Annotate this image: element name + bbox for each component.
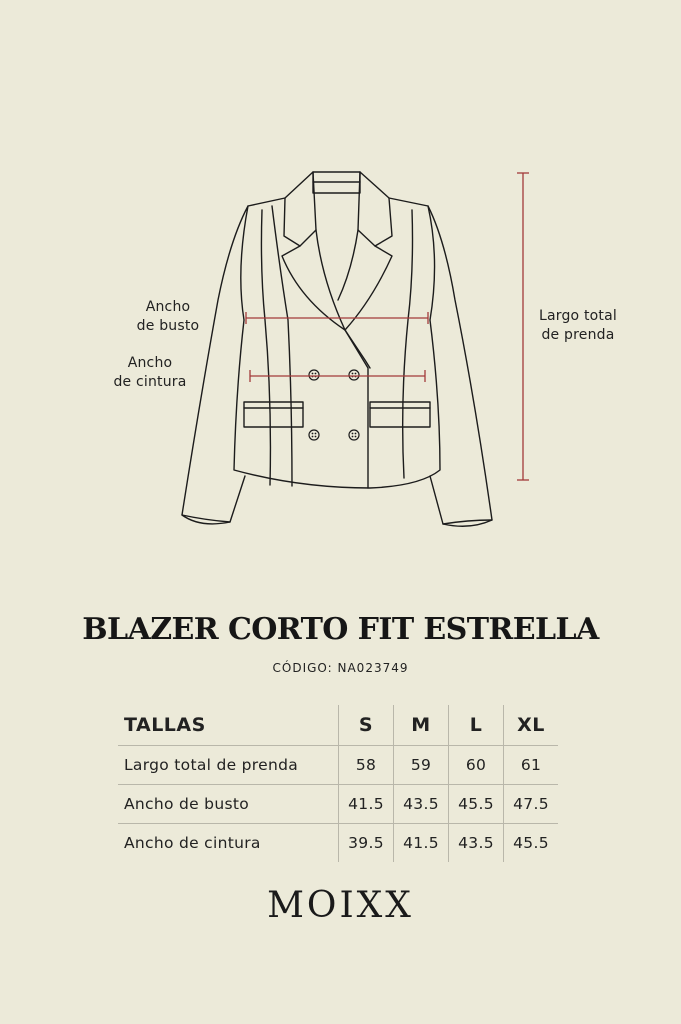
table-cell: 45.5 — [449, 785, 504, 824]
header-size-m: M — [394, 705, 449, 746]
bust-label: Ancho de busto — [136, 299, 200, 334]
table-row — [118, 746, 558, 785]
row-label: Largo total de prenda — [118, 746, 339, 785]
header-size-s: S — [339, 705, 394, 746]
table-cell: 41.5 — [394, 824, 449, 863]
table-cell: 39.5 — [339, 824, 394, 863]
table-row — [118, 785, 558, 824]
table-cell: 43.5 — [449, 824, 504, 863]
waist-measure-line — [250, 370, 425, 382]
table-cell: 43.5 — [394, 785, 449, 824]
header-size-xl: XL — [504, 705, 559, 746]
header-size-l: L — [449, 705, 504, 746]
table-cell: 41.5 — [339, 785, 394, 824]
size-table-header — [118, 705, 558, 746]
row-label: Ancho de busto — [118, 785, 339, 824]
table-cell: 47.5 — [504, 785, 559, 824]
size-table — [118, 705, 558, 862]
product-title: BLAZER CORTO FIT ESTRELLA — [82, 612, 599, 647]
brand-logo: MOIXX — [267, 885, 414, 926]
table-cell: 59 — [394, 746, 449, 785]
waist-label: Ancho de cintura — [113, 355, 187, 390]
table-row — [118, 824, 558, 863]
table-cell: 45.5 — [504, 824, 559, 863]
product-code: CÓDIGO: NA023749 — [272, 661, 409, 675]
table-cell: 60 — [449, 746, 504, 785]
length-label: Largo total de prenda — [538, 308, 617, 343]
row-label: Ancho de cintura — [124, 834, 261, 852]
button-icon — [309, 370, 319, 380]
header-tallas: TALLAS — [118, 705, 339, 746]
bust-measure-line — [246, 312, 428, 324]
table-cell: 61 — [504, 746, 559, 785]
table-cell: 58 — [339, 746, 394, 785]
